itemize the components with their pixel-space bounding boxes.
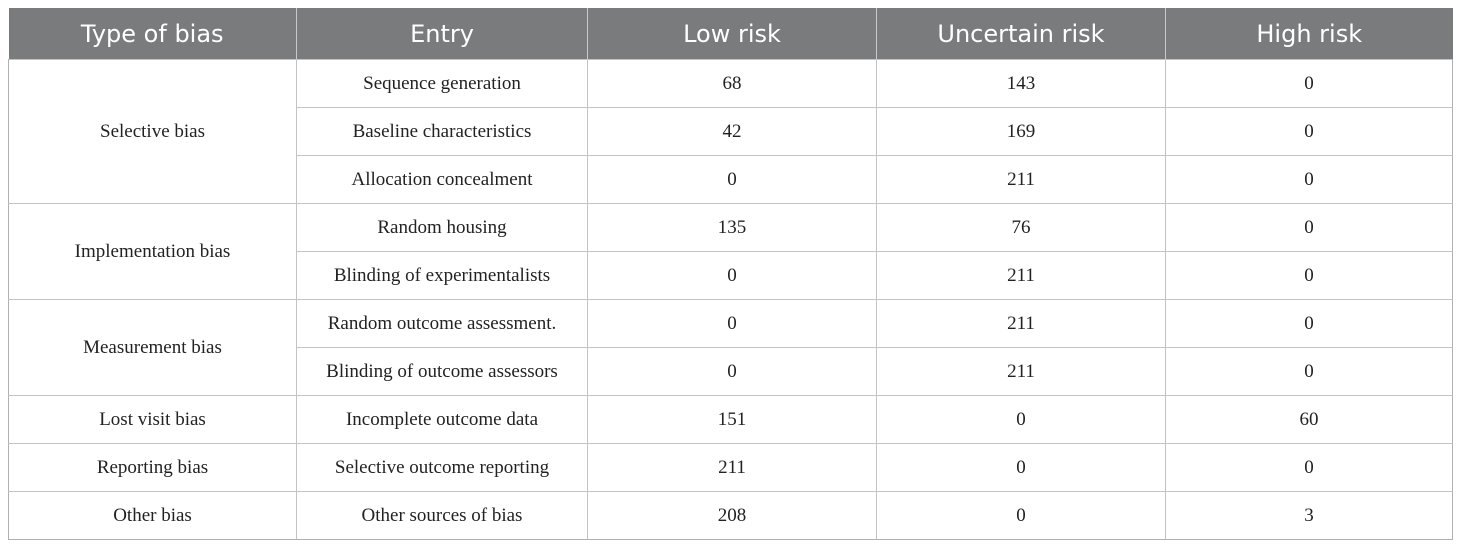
- table-row: [9, 444, 1453, 492]
- low-risk-cell: 151: [588, 396, 877, 444]
- high-risk-cell: 0: [1166, 252, 1453, 300]
- bias-type-cell: Lost visit bias: [9, 396, 297, 444]
- low-risk-cell: 135: [588, 204, 877, 252]
- high-risk-cell: 0: [1166, 204, 1453, 252]
- low-risk-cell: 211: [588, 444, 877, 492]
- uncertain-risk-cell: 211: [877, 252, 1166, 300]
- table-row: [9, 60, 1453, 108]
- uncertain-risk-cell: 211: [877, 156, 1166, 204]
- table-row: [9, 396, 1453, 444]
- uncertain-risk-cell: 211: [877, 348, 1166, 396]
- high-risk-cell: 0: [1166, 348, 1453, 396]
- risk-of-bias-table: [8, 8, 1453, 540]
- low-risk-cell: 68: [588, 60, 877, 108]
- bias-type-cell: Reporting bias: [9, 444, 297, 492]
- bias-type-cell: Other bias: [9, 492, 297, 540]
- high-risk-cell: 0: [1166, 108, 1453, 156]
- header-type-of-bias: Type of bias: [9, 8, 297, 60]
- entry-cell: Blinding of experimentalists: [297, 252, 588, 300]
- low-risk-cell: 0: [588, 348, 877, 396]
- high-risk-cell: 0: [1166, 60, 1453, 108]
- header-entry: Entry: [297, 8, 588, 60]
- table-row: [9, 204, 1453, 252]
- high-risk-cell: 0: [1166, 444, 1453, 492]
- table-header: [9, 8, 1453, 60]
- low-risk-cell: 0: [588, 156, 877, 204]
- high-risk-cell: 0: [1166, 300, 1453, 348]
- uncertain-risk-cell: 0: [877, 444, 1166, 492]
- bias-type-cell: Selective bias: [9, 60, 297, 204]
- low-risk-cell: 0: [588, 252, 877, 300]
- entry-cell: Blinding of outcome assessors: [297, 348, 588, 396]
- header-row: [9, 8, 1453, 60]
- entry-cell: Baseline characteristics: [297, 108, 588, 156]
- table-row: [9, 300, 1453, 348]
- low-risk-cell: 0: [588, 300, 877, 348]
- high-risk-cell: 60: [1166, 396, 1453, 444]
- uncertain-risk-cell: 211: [877, 300, 1166, 348]
- table-row: [9, 492, 1453, 540]
- entry-cell: Allocation concealment: [297, 156, 588, 204]
- uncertain-risk-cell: 143: [877, 60, 1166, 108]
- low-risk-cell: 208: [588, 492, 877, 540]
- uncertain-risk-cell: 0: [877, 492, 1166, 540]
- entry-cell: Other sources of bias: [297, 492, 588, 540]
- entry-cell: Random housing: [297, 204, 588, 252]
- bias-type-cell: Implementation bias: [9, 204, 297, 300]
- uncertain-risk-cell: 76: [877, 204, 1166, 252]
- uncertain-risk-cell: 0: [877, 396, 1166, 444]
- low-risk-cell: 42: [588, 108, 877, 156]
- table-body: [9, 60, 1453, 540]
- high-risk-cell: 0: [1166, 156, 1453, 204]
- header-high-risk: High risk: [1166, 8, 1453, 60]
- bias-type-cell: Measurement bias: [9, 300, 297, 396]
- entry-cell: Incomplete outcome data: [297, 396, 588, 444]
- high-risk-cell: 3: [1166, 492, 1453, 540]
- entry-cell: Selective outcome reporting: [297, 444, 588, 492]
- entry-cell: Random outcome assessment.: [297, 300, 588, 348]
- uncertain-risk-cell: 169: [877, 108, 1166, 156]
- header-uncertain-risk: Uncertain risk: [877, 8, 1166, 60]
- entry-cell: Sequence generation: [297, 60, 588, 108]
- header-low-risk: Low risk: [588, 8, 877, 60]
